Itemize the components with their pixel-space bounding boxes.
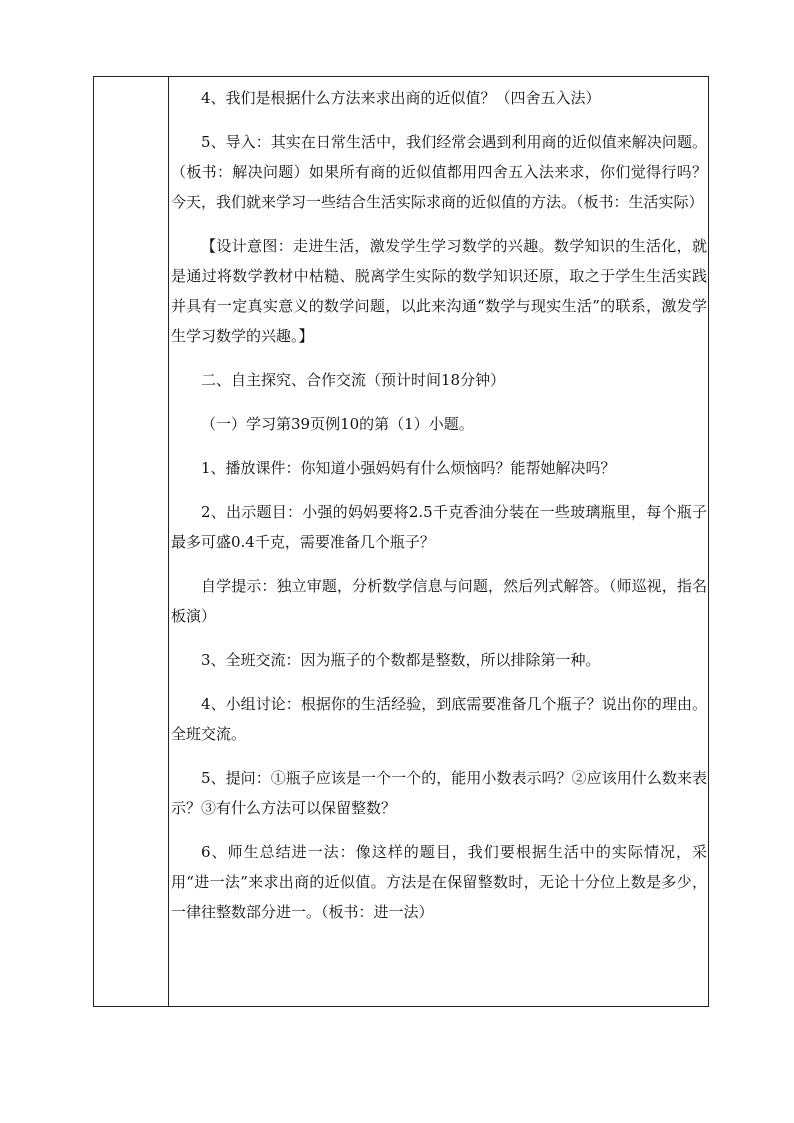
lesson-table <box>93 76 709 1007</box>
paragraph-step-3: 3、全班交流：因为瓶子的个数都是整数，所以排除第一种。 <box>201 651 601 669</box>
section-heading-explore: 二、自主探究、合作交流（预计时间18分钟） <box>201 371 506 389</box>
paragraph-self-study-hint: 自学提示：独立审题，分析数学信息与问题，然后列式解答。（师巡视，指名板演） <box>171 577 707 625</box>
paragraph-step-4: 4、小组讨论：根据你的生活经验，到底需要准备几个瓶子？说出你的理由。全班交流。 <box>171 695 707 743</box>
paragraph-review-question-4: 4、我们是根据什么方法来求出商的近似值？（四舍五入法） <box>201 89 601 107</box>
table-content-cell <box>171 83 707 939</box>
paragraph-step-1: 1、播放课件：你知道小强妈妈有什么烦恼吗？能帮她解决吗？ <box>201 459 616 477</box>
paragraph-step-2: 2、出示题目：小强的妈妈要将2.5千克香油分装在一些玻璃瓶里，每个瓶子最多可盛0.4千克，需要准备几个瓶子？ <box>171 503 707 551</box>
paragraph-design-intent: 【设计意图：走进生活，激发学生学习数学的兴趣。数学知识的生活化，就是通过将数学教材中枯糙、脱离学生实际的数学知识还原，取之于学生生活实践并具有一定真实意义的数学问题，以此来沟通“数学与现实生活”的联系，激发学生学习数学的兴趣。】 <box>171 237 707 345</box>
paragraph-introduction: 5、导入：其实在日常生活中，我们经常会遇到利用商的近似值来解决问题。（板书：解决问题）如果所有商的近似值都用四舍五入法来求，你们觉得行吗？今天，我们就来学习一些结合生活实际求商的近似值的方法。（板书：生活实际） <box>171 133 707 211</box>
subsection-heading-example-10: （一）学习第39页例10的第（1）小题。 <box>201 415 474 433</box>
paragraph-step-5: 5、提问：①瓶子应该是一个一个的，能用小数表示吗？②应该用什么数来表示？③有什么方法可以保留整数？ <box>171 769 707 817</box>
paragraph-step-6: 6、师生总结进一法：像这样的题目，我们要根据生活中的实际情况，采用“进一法”来求出商的近似值。方法是在保留整数时，无论十分位上数是多少，一律往整数部分进一。（板书：进一法） <box>171 843 707 921</box>
table-left-column <box>94 77 169 1006</box>
